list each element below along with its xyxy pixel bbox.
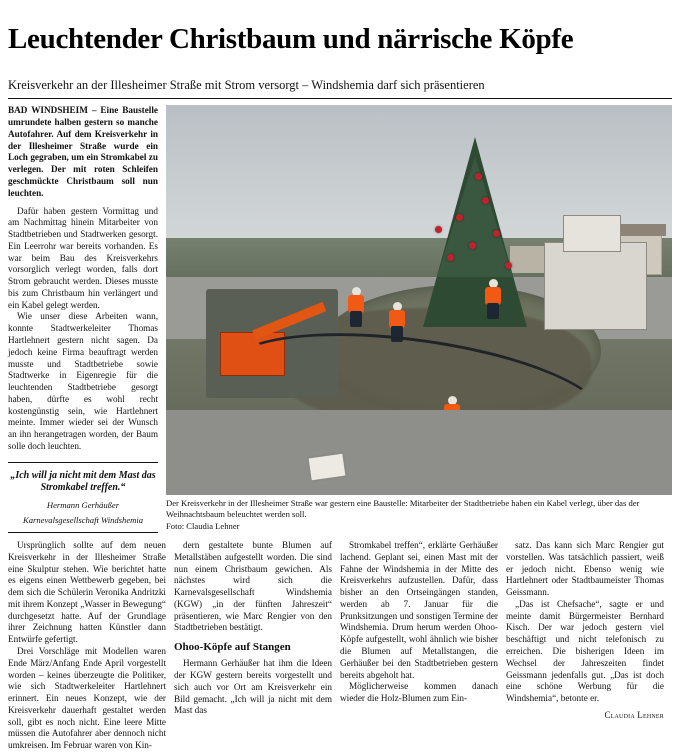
roundabout-construction-photo (166, 105, 672, 495)
column-1 (8, 540, 166, 752)
red-bow-8 (435, 226, 442, 233)
article-author: Claudia Lehner (604, 709, 664, 720)
road-roller (544, 242, 647, 330)
column-1-paragraph-2: Wie unser diese Arbeiten wann, konnte Stadtwerkeleiter Thomas Hartlehnert gestern nicht sagen. Da jedoch keine Firma beauftragt werden musste und Stadtbetriebe sowie Stadtwerke in Eigenregie für die leuchtenden Stadtbetriebe gesorgt haben, dürfte es wohl recht kostengünstig sein, wie Hartlehnert meinte. Immer wieder sei der Wunsch an ihn herangetragen worden, der Baum solle doch leuchten. (8, 311, 158, 451)
section-subheading: Ohoo-Köpfe auf Stangen (174, 641, 291, 654)
red-bow-4 (493, 230, 500, 237)
photo-caption: Der Kreisverkehr in der Illesheimer Straße war gestern eine Baustelle: Mitarbeiter der Stadtbetriebe haben ein Kabel verlegt, über das der Weihnachtsbaum beleuchtet werden soll. (166, 498, 640, 519)
page-title: Leuchtender Christbaum und närrische Köpfe (8, 23, 574, 56)
column-4-paragraph-2: „Das ist Chefsache“, sagte er und meinte damit Bürgermeister Bernhard Kisch. Der war jedoch gestern viel beschäftigt und nicht telefonisch zu erreichen. Die bisherigen Ideen im Wechsel der Jahreszeiten findet Geissmann jedenfalls gut. „Das ist doch eine schöne Werbung für die Windshemia“, betonte er. (506, 598, 664, 704)
bottom-columns (8, 540, 672, 752)
worker-1 (348, 285, 364, 327)
road-roller-cabin (563, 215, 622, 251)
column-2 (174, 540, 332, 752)
column-3-paragraph-2: Möglicherweise kommen danach wieder die Holz-Blumen zum Ein- (340, 681, 498, 704)
article-subhead: Kreisverkehr an der Illesheimer Straße mit Strom versorgt – Windshemia darf sich präsentieren (8, 78, 485, 93)
worker-legs (487, 303, 499, 319)
article-body (0, 99, 680, 751)
worker-legs (350, 311, 362, 327)
top-section (8, 105, 672, 533)
pull-quote-attribution-role: Karnevalsgesellschaft Windshemia (22, 515, 144, 526)
column-1-paragraph-1: Dafür haben gestern Vormittag und am Nachmittag hinein Mitarbeiter von Stadtbetrieben und Stadtwerken gesorgt. Ein Leerrohr war bereits vorhanden. Es war beim Bau des Kreisverkehrs vorsorglich verlegt worden, falls dort Strom gebraucht werden. Dieses musste bis zum Christbaum hin verlängert und ein Kabel gelegt werden. (8, 205, 158, 310)
column-4-paragraph-1: satz. Das kann sich Marc Rengier gut vorstellen. Was tatsächlich passiert, weiß er jedoch nicht. Ebenso wenig wie Hartlehnert oder Stadtbaumeister Thomas Geissmann. (506, 540, 664, 598)
column-2-paragraph-2: Hermann Gerhäußer hat ihm die Ideen der KGW gestern bereits vorgestellt und sich auch vor Ort am Kreisverkehr ein Bild gemacht. „Ich will ja nicht mit dem Mast das (174, 658, 332, 716)
pull-quote-attribution-name: Hermann Gerhäußer (46, 499, 120, 510)
column-1-paragraph-4: Drei Vorschläge mit Modellen waren Ende März/Anfang Ende April vorgestellt worden – keines überzeugte die Politiker, wie sich Stadtwerkeleiter Hartlehnert erinnert. Ein neues Konzept, wie der Kreisverkehr dauerhaft gestaltet werden soll, gibt es noch nicht. Eine leere Mitte müssen die Autofahrer aber dennoch nicht umkreisen. Im Februar waren von Kin- (8, 645, 166, 751)
lead-paragraph: BAD WINDSHEIM – Eine Baustelle umrundete halben gestern so manche Autofahrer. Auf dem Kreisverkehr in der Illesheimer Straße wurde ein Loch gegraben, um ein Stromkabel zu verlegen. Der mit roten Schleifen geschmückte Christbaum soll nun leuchten. (8, 105, 158, 198)
column-2-paragraph-1: dern gestaltete bunte Blumen auf Metallstäben aufgestellt worden. Die sind nun einem Christbaum gewichen. Als nächstes wird sich die Karnevalsgesellschaft Windshemia (KGW) „in der fünften Jahreszeit“ präsentieren, wie Marc Rengier von den Stadtbetrieben bestätigt. (174, 540, 332, 633)
photo-block (166, 105, 672, 531)
photo-credit: Foto: Claudia Lehner (166, 521, 240, 532)
column-1-paragraph-3: Ursprünglich sollte auf dem neuen Kreisverkehr in der Illesheimer Straße eine Skulptur stehen. Wie berichtet hatte es eigens einen Wettbewerb gegeben, bei dem sich die Schülerin Veronika Andritzki mit ihrem Konzept „Wasser in Bewegung“ durchgesetzt hatte. Auf der Grundlage ihrer Zeichnung hatten Künstler dann Entwürfe gefertigt. (8, 540, 166, 645)
road-lower (166, 410, 672, 496)
newspaper-article-page (0, 19, 680, 751)
christmas-tree (399, 137, 551, 340)
worker-3 (485, 277, 501, 319)
column-4 (506, 540, 664, 752)
column-3-paragraph-1: Stromkabel treffen“, erklärte Gerhäußer lachend. Geplant sei, einen Mast mit der Fahne der Windshemia in der Mitte des Kreisverkehrs aufzustellen. Dafür, dass bisher an den Ortseingängen standen, werden ab 7. Januar für die Prunksitzungen und sonstigen Termine der Windshemia. Drum herum werden Ohoo-Köpfe aufgestellt, wohl ähnlich wie bisher die Blumen auf Metallstangen, die Gerhäußer bei den Stadtbetrieben gestern bereits abgeholt hat. (340, 540, 498, 680)
construction-sign (306, 451, 347, 482)
red-bow-3 (469, 242, 476, 249)
pull-quote-text: „Ich will ja nicht mit dem Mast das Stromkabel treffen.“ (10, 469, 156, 494)
column-3 (340, 540, 498, 752)
pull-quote (8, 462, 158, 533)
red-bow-6 (475, 173, 482, 180)
lead-column (8, 105, 166, 533)
